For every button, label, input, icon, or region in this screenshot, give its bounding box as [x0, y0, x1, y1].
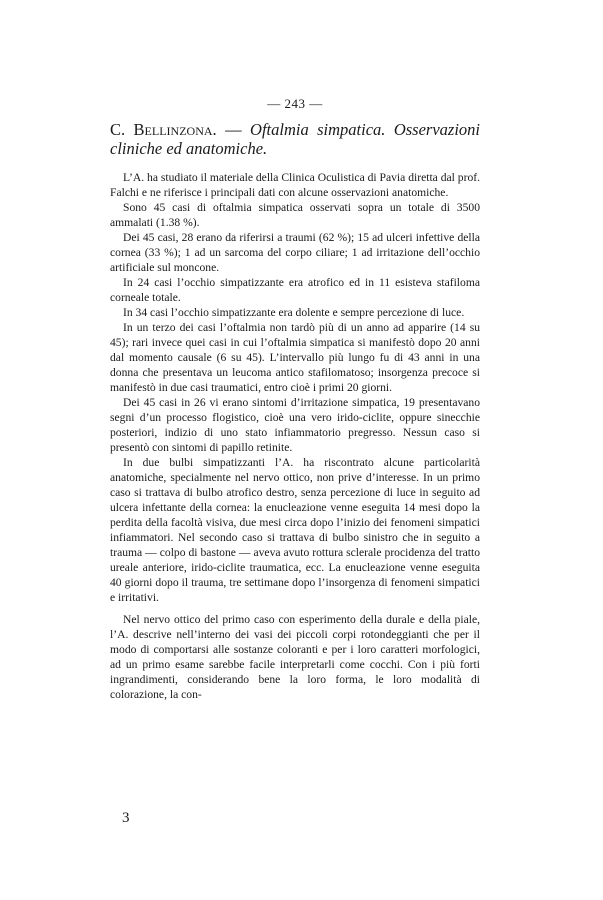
paragraph: Dei 45 casi, 28 erano da riferirsi a traumi (62 %); 15 ad ulceri infettive della cornea (33 %); 1 ad un sarcoma del corpo ciliare; 1 ad irritazione dell’occhio artificiale sul moncone. — [110, 231, 480, 274]
signature-mark: 3 — [122, 810, 130, 826]
paragraph: In un terzo dei casi l’oftalmia non tardò più di un anno ad apparire (14 su 45); rari invece quei casi in cui l’oftalmia simpatica si manifestò dopo 20 anni dal momento causale (6 su 45). L’intervallo più lungo fu di 43 anni in una donna che presentava un leucoma antico stafilomatoso; insorgenza precoce si manifestò in due casi traumatici, entro cioè i primi 20 giorni. — [110, 321, 480, 394]
paragraph: Nel nervo ottico del primo caso con esperimento della durale e della piale, l’A. descrive nell’interno dei vasi dei piccoli corpi rotondeggianti che per il modo di comportarsi alle sostanze coloranti e per i loro caratteri morfologici, ad un primo esame sarebbe facile interpretarli come cocchi. Con i più forti ingrandimenti, considerando bene la loro forma, le loro modalità di colorazione, la con- — [110, 613, 480, 701]
article-heading — [110, 120, 480, 158]
paragraph: In due bulbi simpatizzanti l’A. ha riscontrato alcune particolarità anatomiche, specialmente nel nervo ottico, non prive d’interesse. In un primo caso si trattava di bulbo atrofico destro, senza percezione di luce in seguito ad ulcera infettante della cornea: la enucleazione venne eseguita 14 mesi dopo la perdita della facoltà visiva, due mesi circa dopo l’inizio dei fenomeni simpatici infiammatori. Nel secondo caso si trattava di bulbo sinistro che in seguito a trauma — colpo di bastone — aveva avuto rottura sclerale procidenza del tratto ureale anteriore, irido-ciclite traumatica, ecc. La enucleazione venne eseguita 40 giorni dopo il trauma, tre settimane dopo l’insorgenza di fenomeni simpatici e irritativi. — [110, 456, 480, 604]
paragraph: In 34 casi l’occhio simpatizzante era dolente e sempre percezione di luce. — [123, 306, 465, 319]
document-page — [110, 96, 480, 702]
paragraph: Sono 45 casi di oftalmia simpatica osservati sopra un totale di 3500 ammalati (1.38 %). — [110, 201, 480, 229]
article-author: C. Bellinzona. — [110, 120, 217, 139]
paragraph: In 24 casi l’occhio simpatizzante era atrofico ed in 11 esisteva stafiloma corneale totale. — [110, 276, 480, 304]
paragraph: L’A. ha studiato il materiale della Clinica Oculistica di Pavia diretta dal prof. Falchi e ne riferisce i principali dati con alcune osservazioni anatomiche. — [110, 171, 480, 199]
heading-separator: — — [216, 120, 251, 139]
article-title: Oftalmia simpatica. Osservazioni cliniche ed anatomiche. — [110, 120, 481, 158]
article-body — [110, 170, 480, 702]
paragraph: Dei 45 casi in 26 vi erano sintomi d’irritazione simpatica, 19 presentavano segni d’un processo flogistico, cioè una vero irido-ciclite, oppure sinecchie posteriori, indizio di uno stato infiammatorio pregresso. Nessun caso si presentò con sintomi di papillo retinite. — [110, 396, 480, 454]
page-number: — 243 — — [267, 96, 323, 111]
